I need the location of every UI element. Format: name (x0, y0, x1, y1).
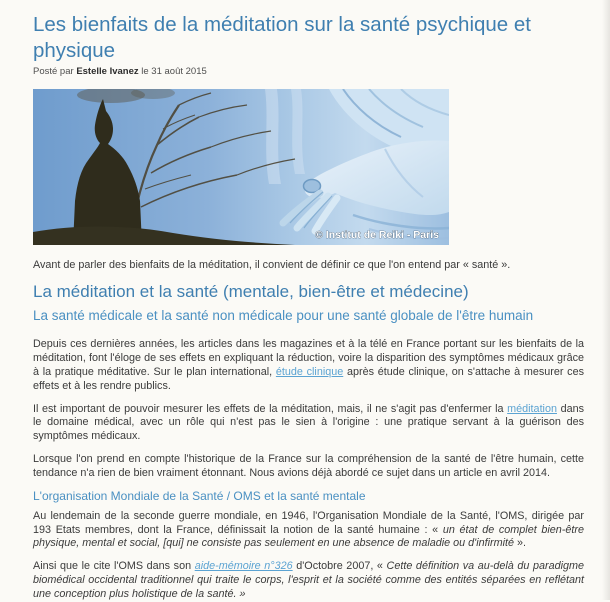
sub-heading: La santé médicale et la santé non médicale pour une santé globale de l'être humain (33, 308, 534, 324)
paragraph-1 (33, 338, 584, 393)
link-aide-memoire-326[interactable]: aide-mémoire n°326 (194, 560, 293, 573)
link-etude-clinique[interactable]: étude clinique (275, 365, 344, 378)
byline-prefix: Posté par (33, 66, 77, 78)
p4-quote: un état de complet bien-être physique, mental et social, [qui] ne consiste pas seulement en une absence de maladie ou d'infirmité (33, 523, 584, 550)
paragraph-5 (33, 560, 584, 601)
p2-text-b: dans le domaine médical, avec un rôle qui n'est pas le sien à l'origine : une pratique servant à la guérison des symptômes médicaux. (33, 402, 584, 443)
hero-image (33, 89, 449, 245)
intro-paragraph (33, 259, 584, 273)
p5-text-a: Ainsi que le cite l'OMS dans son (33, 560, 195, 573)
p5-text-b: d'Octobre 2007, « (292, 560, 387, 573)
p3-text: Lorsque l'on prend en compte l'historique de la France sur la compréhension de la santé de l'être humain, cette tendance n'a rien de bien vraiment étonnant. Nous avions déjà abordé ce sujet dans un article en avril 2014. (33, 452, 584, 479)
author-name: Estelle Ivanez (76, 66, 139, 78)
paragraph-4 (33, 510, 584, 551)
p2-text-a: Il est important de pouvoir mesurer les effets de la méditation, mais, il ne s'agit pas d'enfermer la (33, 402, 508, 415)
hero-illustration (33, 89, 449, 245)
p1-text-b: après étude clinique, on s'attache à mesurer ces effets et à les rendre publics. (33, 365, 584, 392)
p5-quote: Cette définition va au-delà du paradigme biomédical occidental traditionnel qui traite le corps, l'esprit et la société comme des entités séparées en reflétant une conception plus holistique de la santé. » (33, 560, 584, 600)
p1-text-a: Depuis ces dernières années, les articles dans les magazines et à la télé en France portant sur les bienfaits de la méditation, font l'éloge de ses effets en expliquant la réduction, voire la disparition des symptômes médicaux grâce à la pratique méditative. Sur le plan international, (33, 338, 584, 378)
p4-text-a: Au lendemain de la seconde guerre mondiale, en 1946, l'Organisation Mondiale de la Santé, l'OMS, dirigée par 193 Etats membres, dont la France, définissait la notion de la santé humaine : « (33, 509, 584, 536)
image-credit: © Institut de Reiki - Paris (315, 229, 439, 242)
minor-heading-oms: L'organisation Mondiale de la Santé / OMS et la santé mentale (33, 489, 366, 504)
link-meditation[interactable]: méditation (507, 402, 557, 415)
paragraph-2 (33, 403, 584, 444)
section-heading: La méditation et la santé (mentale, bien-être et médecine) (33, 282, 469, 302)
intro-text: Avant de parler des bienfaits de la méditation, il convient de définir ce que l'on entend par « santé ». (33, 259, 511, 272)
byline-date: le 31 août 2015 (138, 66, 207, 78)
page-title: Les bienfaits de la méditation sur la santé psychique et physique (33, 13, 531, 62)
p4-text-b: ». (514, 537, 527, 550)
paragraph-3 (33, 453, 584, 481)
byline (33, 66, 584, 77)
